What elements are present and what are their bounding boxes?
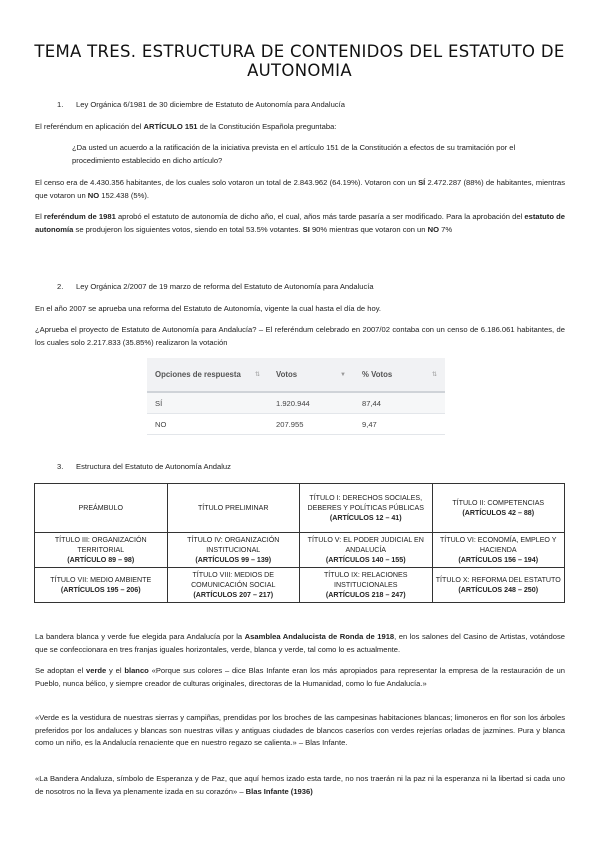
statute-bold: estatuto de autonomía [35, 212, 565, 234]
section2-number: 2. [57, 282, 64, 291]
text-run: se produjeron los siguientes votos, siendo en total 53.5% votantes. [73, 224, 303, 234]
cell-title: TÍTULO I: DERECHOS SOCIALES, DEBERES Y POLÍTICAS PÚBLICAS [307, 494, 424, 512]
section1-heading-text: Ley Orgánica 6/1981 de 30 diciembre de Estatuto de Autonomía para Andalucía [76, 100, 345, 109]
blas-infante-1936-bold: Blas Infante (1936) [245, 786, 313, 796]
text-run: , en los salones del Casino de Artistas, votándose que se confeccionara en tres franjas iguales horizontales, verde, blanca y verde, tal como lo es actualmente. [35, 632, 565, 654]
statute-structure-table [34, 483, 565, 603]
cell-articles: (ARTÍCULOS 156 – 194) [458, 556, 539, 564]
table-cell: 9,47 [354, 414, 445, 435]
text-run: «La Bandera Andaluza, símbolo de Esperanza y de Paz, que aquí hemos izado esta tarde, no nos traerán ni la paz ni la esperanza ni la libertad si cada uno de nosotros no la lleva ya plenamente izada en su corazón» – [35, 774, 565, 796]
cell-title: TÍTULO IX: RELACIONES INSTITUCIONALES [323, 571, 408, 589]
cell-title: TÍTULO III: ORGANIZACIÓN TERRITORIAL [54, 536, 147, 554]
si-bold: SI [302, 224, 310, 234]
table-row [35, 533, 565, 568]
referendum-question: ¿Da usted un acuerdo a la ratificación de la iniciativa prevista en el artículo 151 de la Constitución a efectos de su tramitación por el procedimiento establecido en dicho artículo? [72, 143, 516, 165]
structure-cell [167, 533, 300, 568]
cell-title: TÍTULO PRELIMINAR [197, 504, 269, 512]
structure-cell [432, 484, 565, 533]
section2-paragraph-2: ¿Aprueba el proyecto de Estatuto de Autonomía para Andalucía? – El referéndum celebrado en 2007/02 contaba con un censo de 6.186.061 habitantes, de los cuales solo 2.217.833 (35.85%) realizaron la votación [35, 325, 565, 347]
table-row [35, 568, 565, 603]
text-run: y el [106, 666, 125, 675]
blanco-bold: blanco [124, 666, 149, 675]
no-bold: NO [87, 190, 100, 200]
table-cell: 87,44 [354, 392, 445, 414]
cell-articles: (ARTÍCULOS 140 – 155) [325, 556, 406, 564]
text-run: de la Constitución Española preguntaba: [197, 122, 337, 131]
cell-title: TÍTULO II: COMPETENCIAS [452, 499, 545, 507]
text-run: «Porque sus colores – dice Blas Infante eran los más apropiados para representar la empresa de la restauración de un Pueblo, nunca bélico, y siempre creador de culturas originales, directoras de la Humanidad, como lo fue Andalucía.» [35, 666, 565, 688]
text-run: El referéndum en aplicación del [35, 122, 144, 131]
section1-number: 1. [57, 100, 64, 109]
cell-articles: (ARTÍCULOS 99 – 139) [195, 556, 272, 564]
cell-articles: (ARTÍCULOS 248 – 250) [458, 586, 539, 594]
cell-title: TÍTULO X: REFORMA DEL ESTATUTO [435, 576, 561, 584]
blas-infante-quote-2 [35, 773, 565, 798]
structure-cell [167, 568, 300, 603]
text-run: 152.438 (5%). [99, 190, 149, 200]
structure-cell [432, 568, 565, 603]
table-row [147, 392, 445, 414]
structure-cell [432, 533, 565, 568]
cell-title: TÍTULO VIII: MEDIOS DE COMUNICACIÓN SOCIAL [191, 571, 276, 589]
cell-title: TÍTULO V: EL PODER JUDICIAL EN ANDALUCÍA [307, 536, 424, 554]
section2-heading-text: Ley Orgánica 2/2007 de 19 marzo de reforma del Estatuto de Autonomía para Andalucía [76, 282, 374, 291]
table-cell: 1.920.944 [268, 392, 354, 414]
votes-table-header-row [147, 358, 445, 392]
sort-icon[interactable]: ⇅ [431, 371, 437, 378]
table-row [35, 484, 565, 533]
table-row [147, 414, 445, 435]
table-cell: 207.955 [268, 414, 354, 435]
cell-articles: (ARTÍCULOS 12 – 41) [329, 514, 402, 522]
header-label: Opciones de respuesta [155, 369, 241, 379]
text-run: 2.472.287 (88%) de habitantes, mientras que votaron un [35, 178, 565, 200]
sort-icon[interactable]: ⇅ [254, 371, 260, 378]
structure-cell [300, 533, 433, 568]
header-label: Votos [276, 369, 298, 379]
flag-paragraph-1 [35, 631, 565, 656]
structure-cell [35, 484, 168, 533]
cell-articles: (ARTÍCULOS 42 – 88) [462, 509, 535, 517]
cell-articles: (ARTÍCULO 89 – 98) [67, 556, 135, 564]
sort-down-icon[interactable]: ▼ [340, 371, 346, 378]
structure-cell [300, 484, 433, 533]
no-bold: NO [427, 224, 439, 234]
text-run: La bandera blanca y verde fue elegida para Andalucía por la [35, 632, 245, 641]
text-run: 90% mientras que votaron con un [309, 224, 428, 234]
text-run: Se adoptan el [35, 666, 86, 675]
votes-table-header[interactable] [147, 358, 268, 392]
cell-title: TÍTULO VI: ECONOMÍA, EMPLEO Y HACIENDA [439, 536, 557, 554]
section3-number: 3. [57, 462, 64, 471]
table-cell: SÍ [147, 392, 268, 414]
text-run: El [35, 212, 44, 221]
votes-table-header[interactable] [354, 358, 445, 392]
cell-title: PREÁMBULO [78, 504, 124, 512]
structure-cell [35, 533, 168, 568]
cell-title: TÍTULO VII: MEDIO AMBIENTE [50, 576, 152, 584]
page-title: TEMA TRES. ESTRUCTURA DE CONTENIDOS DEL ESTATUTO DE AUTONOMIA [34, 42, 565, 80]
section1-paragraph-3 [35, 211, 565, 236]
flag-paragraph-2 [35, 665, 565, 690]
referendum-1981-bold: referéndum de 1981 [43, 212, 116, 221]
structure-cell [35, 568, 168, 603]
header-label: % Votos [362, 369, 393, 379]
section1-paragraph-2 [35, 177, 565, 202]
text-run: aprobó el estatuto de autonomía de dicho año, el cual, años más tarde pasaría a ser modificado. Para la aprobación del [115, 212, 525, 221]
text-run: El censo era de 4.430.356 habitantes, de los cuales solo votaron un total de 2.843.962 (64.19%). Votaron con un [35, 178, 419, 187]
section1-heading [57, 99, 345, 111]
article-151-bold: ARTÍCULO 151 [143, 122, 198, 131]
verde-bold: verde [86, 666, 107, 675]
section2-paragraph-1: En el año 2007 se aprueba una reforma del Estatuto de Autonomía, vigente la cual hasta el día de hoy. [35, 304, 382, 313]
section2-heading [57, 281, 374, 293]
cell-articles: (ARTÍCULOS 218 – 247) [325, 591, 406, 599]
structure-cell [300, 568, 433, 603]
blas-infante-quote-1: «Verde es la vestidura de nuestras sierras y campiñas, prendidas por los broches de las campesinas habitaciones blancas; limoneros en flor son los árboles preferidos por los andaluces y blancas son nuestras villas y antiguas ciudades de blancos caseríos con verdes rejerías orladas de jazmines. Pura y blanca como un niño, es la Andalucía renaciente que en nuestro regazo se calienta.» – Blas Infante. [35, 713, 565, 747]
structure-cell [167, 484, 300, 533]
section3-heading-text: Estructura del Estatuto de Autonomía Andaluz [76, 462, 231, 471]
cell-articles: (ARTÍCULOS 207 – 217) [193, 591, 274, 599]
votes-table [147, 358, 445, 435]
ronda-assembly-bold: Asamblea Andalucista de Ronda de 1918 [244, 632, 395, 641]
yes-bold: SÍ [418, 178, 426, 187]
section1-paragraph-1 [35, 121, 565, 134]
cell-title: TÍTULO IV: ORGANIZACIÓN INSTITUCIONAL [187, 536, 280, 554]
table-cell: NO [147, 414, 268, 435]
votes-table-header[interactable] [268, 358, 354, 392]
section3-heading [57, 461, 231, 473]
cell-articles: (ARTÍCULOS 195 – 206) [60, 586, 141, 594]
text-run: 7% [439, 224, 453, 234]
